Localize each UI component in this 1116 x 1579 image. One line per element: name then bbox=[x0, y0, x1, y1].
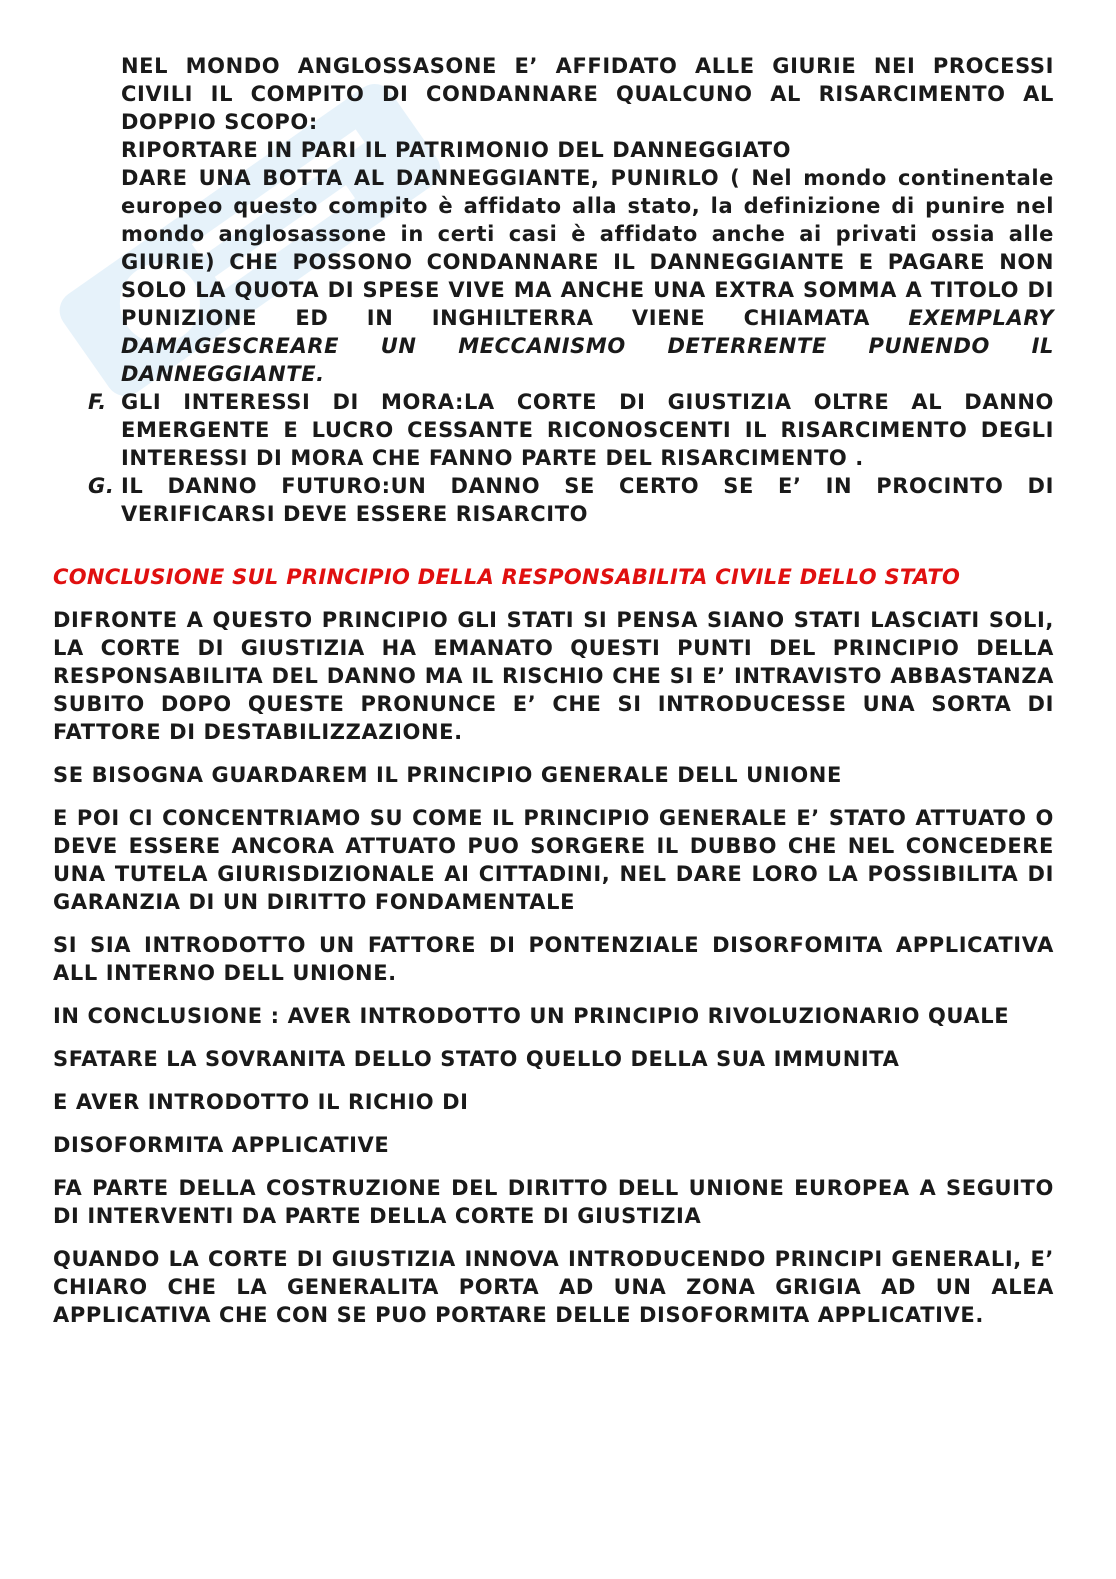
intro-line3-normal: Nel mondo continentale europeo questo compito è affidato alla stato, la definizione di punire nel mondo anglosassone in certi casi è affidato anche ai privati ossia alle bbox=[121, 166, 1054, 246]
paragraph: DIFRONTE A QUESTO PRINCIPIO GLI STATI SI PENSA SIANO STATI LASCIATI SOLI, LA CORTE DI GIUSTIZIA HA EMANATO QUESTI PUNTI DEL PRINCIPIO DELLA RESPONSABILITA DEL DANNO MA IL RISCHIO CHE SI E’ INTRAVISTO ABBASTANZA SUBITO DOPO QUESTE PRONUNCE E’ CHE SI INTRODUCESSE UNA SORTA DI FATTORE DI DESTABILIZZAZIONE. bbox=[53, 608, 1054, 744]
intro-line2: RIPORTARE IN PARI IL PATRIMONIO DEL DANNEGGIATO bbox=[121, 138, 792, 162]
paragraph: SFATARE LA SOVRANITA DELLO STATO QUELLO DELLA SUA IMMUNITA bbox=[53, 1047, 900, 1071]
list-item-g bbox=[88, 472, 1054, 528]
section-heading: CONCLUSIONE SUL PRINCIPIO DELLA RESPONSABILITA CIVILE DELLO STATO bbox=[53, 565, 961, 589]
intro-line3 bbox=[121, 164, 1054, 388]
paragraph: E AVER INTRODOTTO IL RICHIO DI bbox=[53, 1090, 469, 1114]
list-item-text: IL DANNO FUTURO:UN DANNO SE CERTO SE E’ IN PROCINTO DI VERIFICARSI DEVE ESSERE RISARCITO bbox=[121, 474, 1054, 526]
paragraph: IN CONCLUSIONE : AVER INTRODOTTO UN PRINCIPIO RIVOLUZIONARIO QUALE bbox=[53, 1004, 1010, 1028]
list-marker: F. bbox=[88, 390, 107, 414]
paragraph: SI SIA INTRODOTTO UN FATTORE DI PONTENZIALE DISORFOMITA APPLICATIVA ALL INTERNO DELL UNIONE. bbox=[53, 933, 1054, 985]
intro-line3-start: DARE UNA BOTTA AL DANNEGGIANTE, PUNIRLO ( bbox=[121, 166, 741, 190]
intro-line3-end: GIURIE) CHE POSSONO CONDANNARE IL DANNEGGIANTE E PAGARE NON SOLO LA QUOTA DI SPESE VIVE MA ANCHE UNA EXTRA SOMMA A TITOLO DI PUNIZIONE ED IN INGHILTERRA VIENE CHIAMATA bbox=[121, 250, 1054, 330]
paragraph: SE BISOGNA GUARDAREM IL PRINCIPIO GENERALE DELL UNIONE bbox=[53, 763, 842, 787]
list-item-f bbox=[88, 388, 1054, 472]
paragraph: E POI CI CONCENTRIAMO SU COME IL PRINCIPIO GENERALE E’ STATO ATTUATO O DEVE ESSERE ANCORA ATTUATO PUO SORGERE IL DUBBO CHE NEL CONCEDERE UNA TUTELA GIURISDIZIONALE AI CITTADINI, NEL DARE LORO LA POSSIBILITA DI GARANZIA DI UN DIRITTO FONDAMENTALE bbox=[53, 806, 1054, 914]
intro-section bbox=[88, 52, 1054, 528]
list-item-text: GLI INTERESSI DI MORA:LA CORTE DI GIUSTIZIA OLTRE AL DANNO EMERGENTE E LUCRO CESSANTE RICONOSCENTI IL RISARCIMENTO DEGLI INTERESSI DI MORA CHE FANNO PARTE DEL RISARCIMENTO . bbox=[121, 390, 1054, 470]
paragraph: DISOFORMITA APPLICATIVE bbox=[53, 1133, 390, 1157]
list-marker: G. bbox=[88, 474, 115, 498]
paragraph: QUANDO LA CORTE DI GIUSTIZIA INNOVA INTRODUCENDO PRINCIPI GENERALI, E’ CHIARO CHE LA GENERALITA PORTA AD UNA ZONA GRIGIA AD UN ALEA APPLICATIVA CHE CON SE PUO PORTARE DELLE DISOFORMITA APPLICATIVE. bbox=[53, 1247, 1054, 1327]
intro-line1: NEL MONDO ANGLOSSASONE E’ AFFIDATO ALLE GIURIE NEI PROCESSI CIVILI IL COMPITO DI CONDANNARE QUALCUNO AL RISARCIMENTO AL DOPPIO SCOPO: bbox=[121, 54, 1054, 134]
paragraph: FA PARTE DELLA COSTRUZIONE DEL DIRITTO DELL UNIONE EUROPEA A SEGUITO DI INTERVENTI DA PARTE DELLA CORTE DI GIUSTIZIA bbox=[53, 1176, 1054, 1228]
intro-line3-italic: EXEMPLARY DAMAGESCREARE UN MECCANISMO DETERRENTE PUNENDO IL DANNEGGIANTE. bbox=[121, 306, 1054, 386]
conclusion-section bbox=[53, 563, 1054, 1344]
